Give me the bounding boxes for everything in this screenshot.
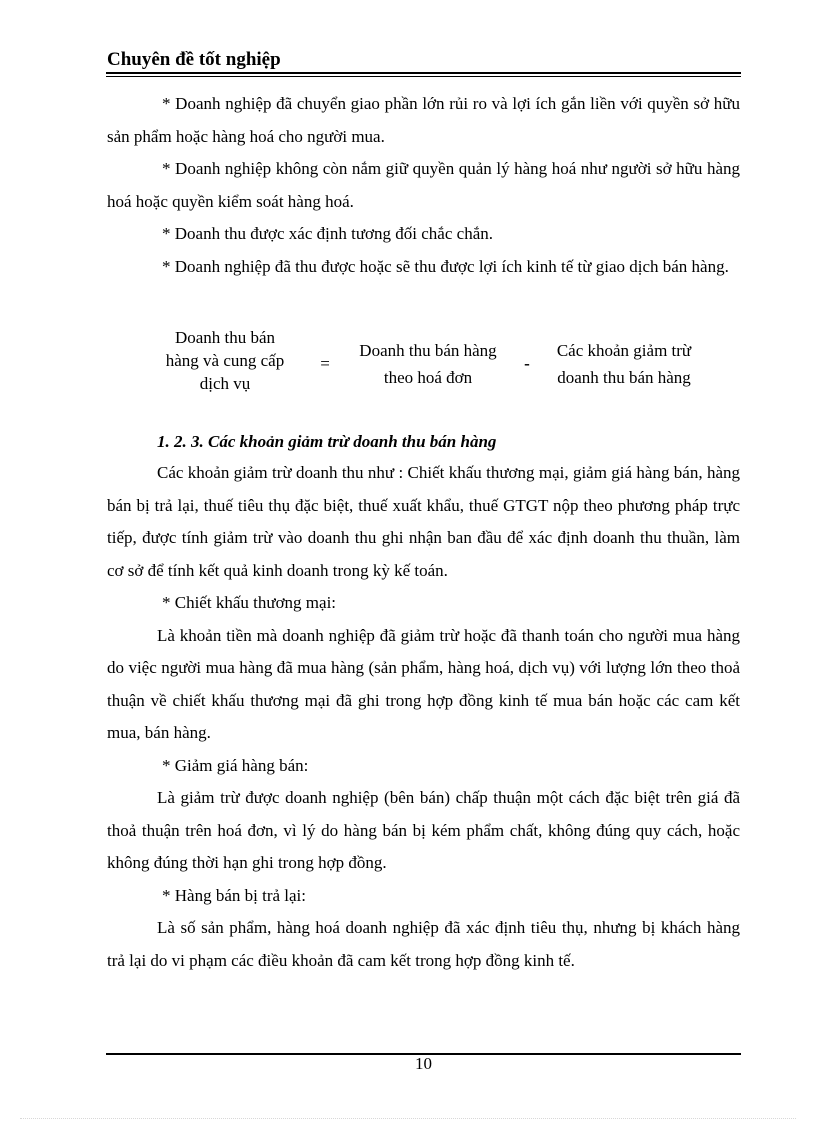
page-number: 10 (415, 1054, 432, 1073)
formula-middle-term (343, 337, 513, 391)
formula-right-term (540, 337, 708, 391)
formula-minus-sign: - (524, 354, 530, 373)
subsection-paragraph: Là số sản phẩm, hàng hoá doanh nghiệp đã xác định tiêu thụ, nhưng bị khách hàng trả lại do vi phạm các điều khoản đã cam kết trong hợp đồng kinh tế. (107, 918, 740, 970)
formula-middle-line: theo hoá đơn (383, 368, 473, 387)
formula-right-line: doanh thu bán hàng (557, 368, 691, 387)
formula-left-line: dịch vụ (199, 374, 251, 393)
subsection-title: * Hàng bán bị trả lại: (162, 885, 306, 905)
top-conditions (107, 88, 740, 283)
formula-left-term (145, 326, 305, 395)
subsection-paragraph: Là giảm trừ được doanh nghiệp (bên bán) chấp thuận một cách đặc biệt trên giá đã thoả thuận trên hoá đơn, vì lý do hàng bán bị kém phẩm chất, không đúng quy cách, hoặc không đúng thời hạn ghi trong hợp đồng. (107, 788, 740, 872)
condition-paragraph: * Doanh thu được xác định tương đối chắc chắn. (162, 224, 493, 243)
section-body (107, 457, 740, 977)
subsection-title: * Giảm giá hàng bán: (162, 755, 309, 775)
condition-paragraph: * Doanh nghiệp không còn nắm giữ quyền quản lý hàng hoá như người sở hữu hàng hoá hoặc quyền kiểm soát hàng hoá. (107, 159, 740, 211)
condition-paragraph: * Doanh nghiệp đã thu được hoặc sẽ thu được lợi ích kinh tế từ giao dịch bán hàng. (162, 256, 729, 276)
formula-right-line: Các khoản giảm trừ (556, 341, 692, 360)
formula-middle-line: Doanh thu bán hàng (359, 341, 497, 360)
revenue-formula (107, 326, 740, 406)
formula-left-line: hàng và cung cấp (165, 351, 285, 370)
section-heading: 1. 2. 3. Các khoản giảm trừ doanh thu bán hàng (157, 432, 497, 451)
section-intro-paragraph: Các khoản giảm trừ doanh thu như : Chiết khấu thương mại, giảm giá hàng bán, hàng bán bị trả lại, thuế tiêu thụ đặc biệt, thuế xuất khẩu, thuế GTGT nộp theo phương pháp trực tiếp, được tính giảm trừ vào doanh thu ghi nhận ban đầu để xác định doanh thu thuần, làm cơ sở để tính kết quả kinh doanh trong kỳ kế toán. (107, 463, 740, 580)
header-rule-thin (106, 76, 741, 77)
subsection-title: * Chiết khấu thương mại: (162, 593, 337, 612)
page-bottom-dotted-line (20, 1118, 796, 1119)
formula-left-line: Doanh thu bán (174, 328, 276, 347)
condition-paragraph: * Doanh nghiệp đã chuyển giao phần lớn rủi ro và lợi ích gắn liền với quyền sở hữu sản phẩm hoặc hàng hoá cho người mua. (107, 94, 740, 146)
formula-equals-sign: = (320, 354, 330, 373)
subsection-paragraph: Là khoản tiền mà doanh nghiệp đã giảm trừ hoặc đã thanh toán cho người mua hàng do việc người mua hàng đã mua hàng (sản phẩm, hàng hoá, dịch vụ) với lượng lớn theo thoả thuận về chiết khấu thương mại đã ghi trong hợp đồng kinh tế mua bán hoặc các cam kết mua, bán hàng. (107, 625, 740, 742)
header-title: Chuyên đề tốt nghiệp (107, 49, 281, 70)
header-rule-thick (106, 72, 741, 74)
